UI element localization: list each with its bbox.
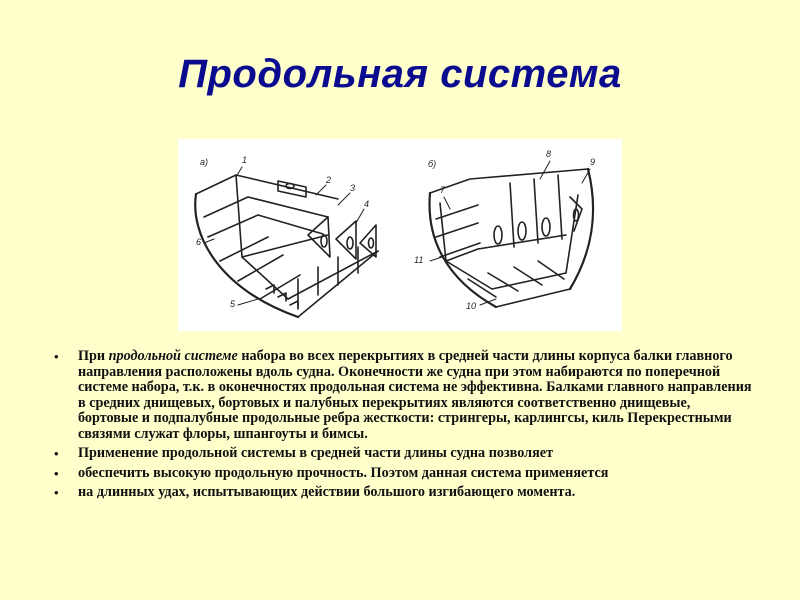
panel-a-label: а)	[200, 157, 209, 167]
slide-title: Продольная система	[178, 52, 622, 96]
bullet-item	[52, 485, 752, 501]
hull-framing-drawings	[178, 139, 622, 331]
bullet-text: на длинных удах, испытывающих действии большого изгибающего момента.	[78, 484, 576, 500]
callout-3: 3	[350, 183, 356, 193]
callout-1: 1	[242, 155, 248, 165]
ship-framing-figure	[178, 139, 622, 331]
callout-10: 10	[466, 301, 477, 311]
bullet-text: набора во всех перекрытиях в средней части длины корпуса балки главного направления расположены вдоль судна. Оконечности же судна при этом набираются по поперечной системе набора, т.к. в оконечностях продольная система не эффективна. Балками главного направления в средних днищевых, бортовых и палубных перекрытиях являются соответственно днищевые, бортовые и подпалубные продольные ребра жесткости: стрингеры, карлингсы, киль Перекрестными связями служат флоры, шпангоуты и бимсы.	[78, 348, 752, 442]
panel-b-drawing	[430, 161, 594, 307]
panel-b-label: б)	[428, 159, 437, 169]
callout-9: 9	[590, 157, 596, 167]
bullet-dot: •	[54, 349, 59, 364]
bullet-text: обеспечить высокую продольную прочность. Поэтом данная система применяется	[78, 464, 609, 481]
bullet-list	[52, 349, 752, 505]
bullet-text: Применение продольной системы в средней части длины судна позволяет	[78, 445, 554, 461]
callout-5: 5	[230, 299, 236, 309]
bullet-dot: •	[54, 485, 59, 500]
callout-4: 4	[364, 199, 370, 209]
bullet-item	[52, 466, 752, 482]
bullet-dot: •	[54, 465, 59, 481]
callout-6: 6	[196, 237, 202, 247]
callout-11: 11	[414, 255, 424, 265]
callout-7: 7	[440, 185, 446, 195]
bullet-item	[52, 446, 752, 462]
bullet-text: При	[78, 348, 109, 364]
callout-8: 8	[546, 149, 552, 159]
bullet-dot: •	[54, 446, 59, 461]
bullet-item	[52, 349, 752, 442]
bullet-emphasis: продольной системе	[108, 348, 238, 364]
callout-2: 2	[326, 175, 332, 185]
